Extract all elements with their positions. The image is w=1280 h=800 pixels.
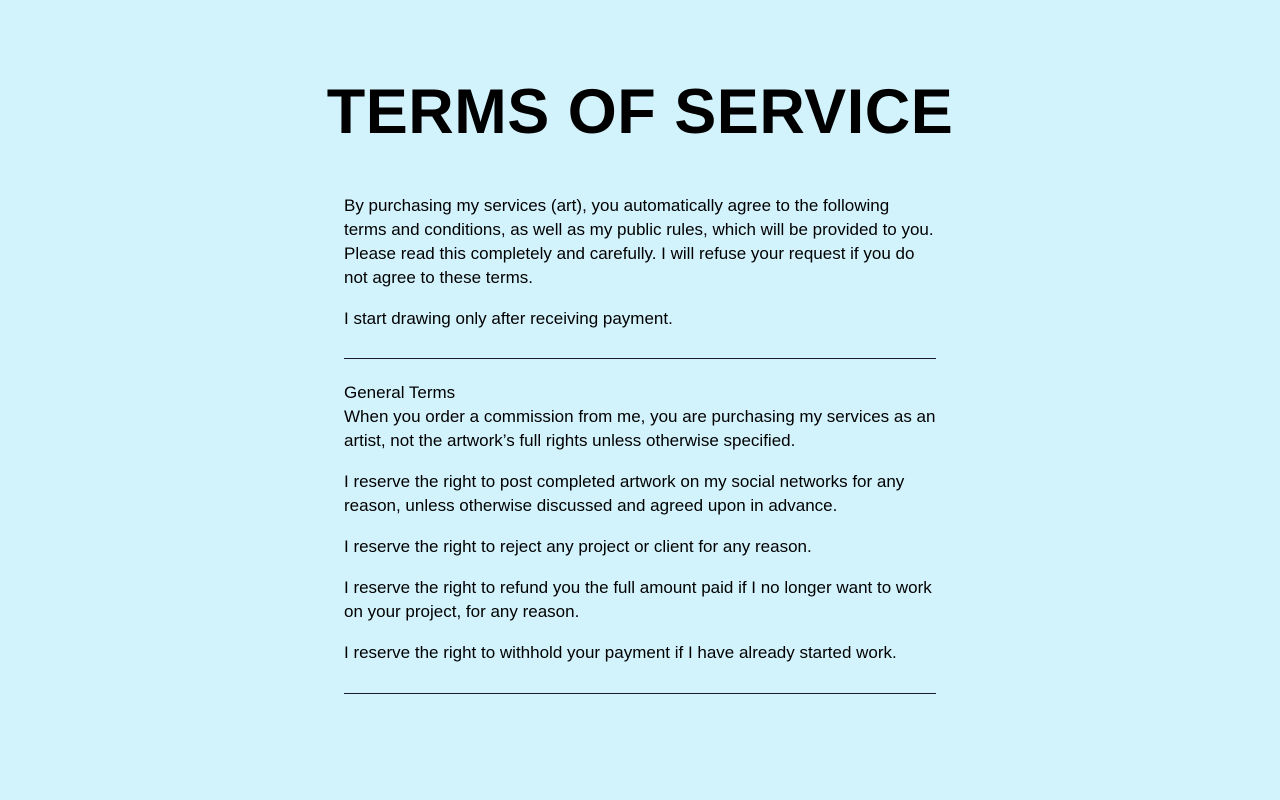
clause-text: I reserve the right to reject any project or client for any reason. <box>344 537 812 557</box>
clause-item <box>344 576 936 624</box>
page-title: TERMS OF SERVICE <box>326 77 954 147</box>
payment-note-section <box>344 307 936 331</box>
intro-paragraph-2: Please read this completely and carefully. I will refuse your request if you do not agree to these terms. <box>344 244 915 288</box>
intro-section <box>344 194 936 290</box>
section-divider-top <box>344 358 936 359</box>
clause-item <box>344 470 936 518</box>
section-divider-bottom <box>344 693 936 694</box>
clause-text: I reserve the right to post completed artwork on my social networks for any reason, unless otherwise discussed and agreed upon in advance. <box>344 472 905 516</box>
clause-item <box>344 641 936 665</box>
general-terms-section <box>344 381 936 453</box>
clause-item <box>344 535 936 559</box>
clause-text: I reserve the right to refund you the full amount paid if I no longer want to work on your project, for any reason. <box>344 578 932 622</box>
intro-paragraph-1: By purchasing my services (art), you automatically agree to the following terms and conditions, as well as my public rules, which will be provided to you. <box>344 196 934 240</box>
general-terms-heading: General Terms <box>344 383 456 403</box>
general-terms-lead: When you order a commission from me, you are purchasing my services as an artist, not the artwork’s full rights unless otherwise specified. <box>344 407 936 451</box>
document-content <box>344 146 936 694</box>
clause-text: I reserve the right to withhold your payment if I have already started work. <box>344 643 897 663</box>
payment-note: I start drawing only after receiving payment. <box>344 309 673 329</box>
